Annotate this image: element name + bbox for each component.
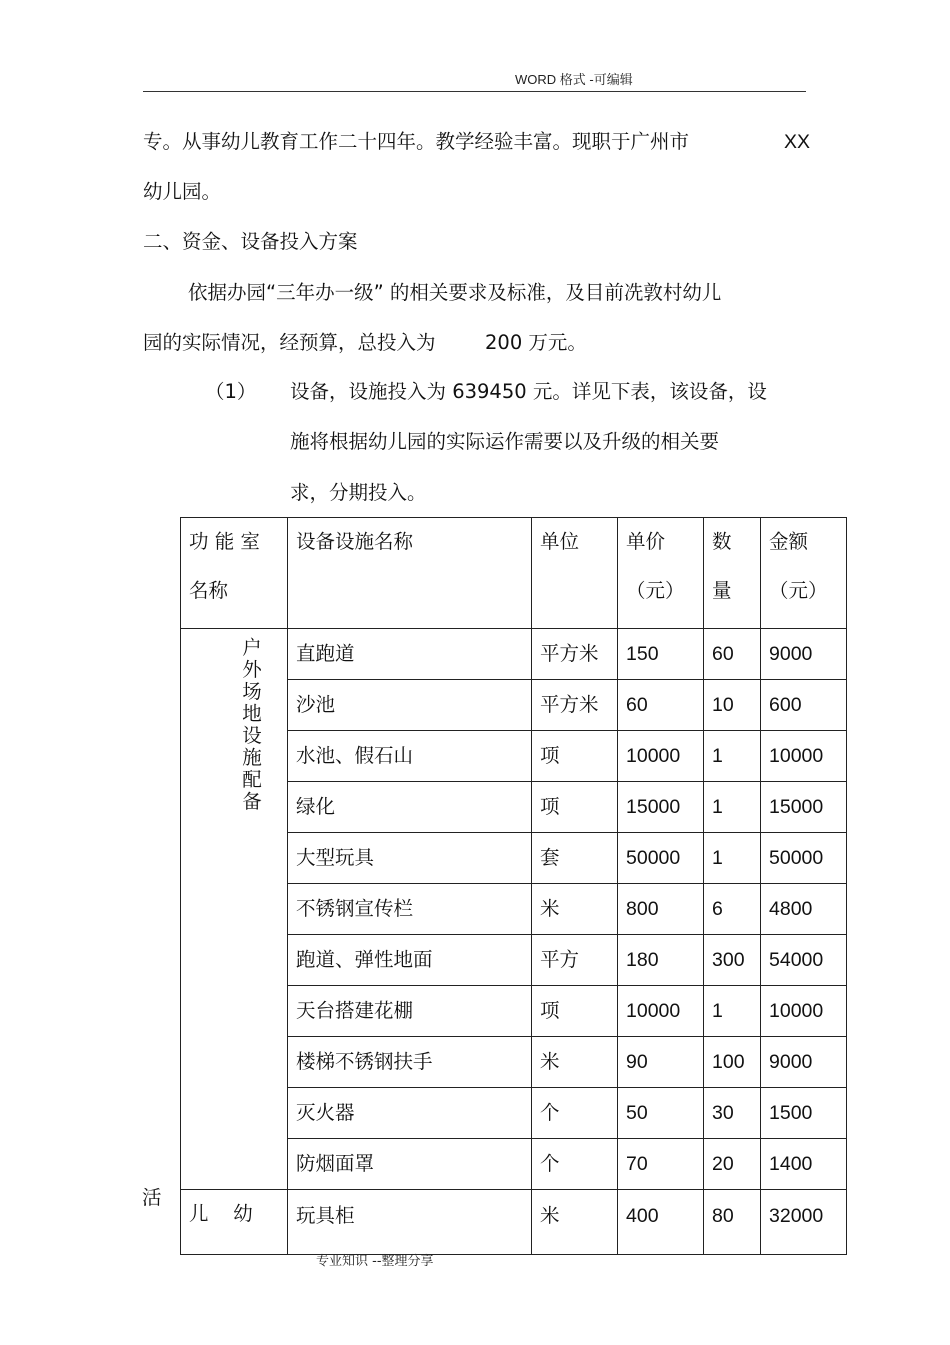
category-outdoor	[181, 629, 288, 1190]
cell-qty: 1	[704, 782, 761, 833]
cell-price: 10000	[618, 986, 704, 1037]
cell-unit: 个	[532, 1088, 618, 1139]
table-row	[181, 629, 847, 680]
cell-amount: 9000	[761, 629, 847, 680]
cell-qty: 30	[704, 1088, 761, 1139]
header-price	[618, 518, 704, 629]
body-line-1-tail: XX	[784, 131, 811, 153]
header-unit	[532, 518, 618, 629]
cell-price: 70	[618, 1139, 704, 1190]
item-line-1: 设备，设施投入为 639450 元。详见下表，该设备，设	[290, 380, 767, 403]
category-char: 设	[242, 724, 262, 747]
cell-qty: 60	[704, 629, 761, 680]
cell-qty: 80	[704, 1190, 761, 1255]
cell-amount: 600	[761, 680, 847, 731]
cell-price: 400	[618, 1190, 704, 1255]
outside-label: 活	[142, 1186, 162, 1209]
cell-name: 绿化	[288, 782, 532, 833]
header-func-room-l2: 名称	[189, 579, 229, 602]
category-char: 场	[242, 680, 262, 703]
category-char: 户	[242, 636, 262, 659]
item-line-3: 求，分期投入。	[290, 481, 427, 504]
cell-amount: 50000	[761, 833, 847, 884]
cell-amount: 9000	[761, 1037, 847, 1088]
table-header-row	[181, 518, 847, 629]
cell-unit: 米	[532, 884, 618, 935]
cell-price: 180	[618, 935, 704, 986]
cell-qty: 300	[704, 935, 761, 986]
cell-amount: 1400	[761, 1139, 847, 1190]
header-price-l2: （元）	[626, 579, 685, 602]
category-char: 施	[242, 746, 262, 769]
cell-amount: 4800	[761, 884, 847, 935]
cell-name: 天台搭建花棚	[288, 986, 532, 1037]
para1-line-1: 依据办园“三年办一级” 的相关要求及标准，及目前冼敦村幼儿	[188, 281, 722, 304]
header-qty	[704, 518, 761, 629]
cell-name: 玩具柜	[288, 1190, 532, 1255]
cell-price: 90	[618, 1037, 704, 1088]
cell-name: 直跑道	[288, 629, 532, 680]
page-footer: 专业知识 --整理分享	[316, 1254, 434, 1269]
cell-unit: 平方	[532, 935, 618, 986]
cell-unit: 项	[532, 782, 618, 833]
category-char: 配	[242, 768, 262, 791]
cell-price: 800	[618, 884, 704, 935]
body-line-2: 幼儿园。	[143, 180, 222, 203]
item-line-2: 施将根据幼儿园的实际运作需要以及升级的相关要	[290, 430, 720, 453]
header-name-text: 设备设施名称	[296, 530, 414, 553]
category-char: 外	[242, 658, 262, 681]
header-unit-text: 单位	[540, 530, 580, 553]
equipment-table	[180, 517, 847, 1255]
cell-qty: 1	[704, 833, 761, 884]
cell-price: 10000	[618, 731, 704, 782]
cell-unit: 项	[532, 986, 618, 1037]
header-amount-l2: （元）	[769, 579, 828, 602]
cell-price: 150	[618, 629, 704, 680]
header-price-l1: 单价	[626, 530, 666, 553]
cell-unit: 平方米	[532, 629, 618, 680]
header-func-room-l1: 功 能 室	[189, 530, 260, 553]
item-marker: （1）	[205, 380, 257, 403]
cell-price: 15000	[618, 782, 704, 833]
page-header: WORD 格式 -可编辑	[515, 72, 633, 87]
header-qty-l1: 数	[712, 530, 732, 553]
header-qty-l2: 量	[712, 579, 732, 602]
cell-name: 大型玩具	[288, 833, 532, 884]
cell-unit: 项	[532, 731, 618, 782]
cell-name: 跑道、弹性地面	[288, 935, 532, 986]
cell-unit: 套	[532, 833, 618, 884]
category-char: 备	[242, 790, 262, 813]
cell-unit: 平方米	[532, 680, 618, 731]
cell-amount: 32000	[761, 1190, 847, 1255]
header-amount-l1: 金额	[769, 530, 809, 553]
cell-amount: 15000	[761, 782, 847, 833]
category-char: 地	[242, 702, 262, 725]
header-amount	[761, 518, 847, 629]
cell-price: 50	[618, 1088, 704, 1139]
cell-name: 水池、假石山	[288, 731, 532, 782]
section-heading: 二、资金、设备投入方案	[143, 230, 358, 253]
cell-price: 60	[618, 680, 704, 731]
header-func-room	[181, 518, 288, 629]
header-rule	[143, 91, 806, 92]
cell-name: 沙池	[288, 680, 532, 731]
cell-amount: 10000	[761, 986, 847, 1037]
cell-unit: 米	[532, 1037, 618, 1088]
cell-unit: 米	[532, 1190, 618, 1255]
cell-qty: 1	[704, 731, 761, 782]
cell-qty: 100	[704, 1037, 761, 1088]
cell-qty: 20	[704, 1139, 761, 1190]
cell-amount: 54000	[761, 935, 847, 986]
table-row-last	[181, 1190, 847, 1255]
cell-name: 灭火器	[288, 1088, 532, 1139]
cell-amount: 10000	[761, 731, 847, 782]
cell-qty: 6	[704, 884, 761, 935]
cell-name: 防烟面罩	[288, 1139, 532, 1190]
para1-line-2: 园的实际情况，经预算，总投入为	[143, 331, 436, 354]
cell-qty: 10	[704, 680, 761, 731]
category-outdoor-text	[240, 637, 264, 813]
cell-amount: 1500	[761, 1088, 847, 1139]
cell-unit: 个	[532, 1139, 618, 1190]
cell-name: 不锈钢宣传栏	[288, 884, 532, 935]
cell-qty: 1	[704, 986, 761, 1037]
para1-amount: 200 万元。	[485, 331, 587, 354]
category-child: 儿 幼	[181, 1190, 288, 1255]
header-name	[288, 518, 532, 629]
body-line-1: 专。从事幼儿教育工作二十四年。教学经验丰富。现职于广州市	[143, 130, 690, 153]
cell-name: 楼梯不锈钢扶手	[288, 1037, 532, 1088]
cell-price: 50000	[618, 833, 704, 884]
